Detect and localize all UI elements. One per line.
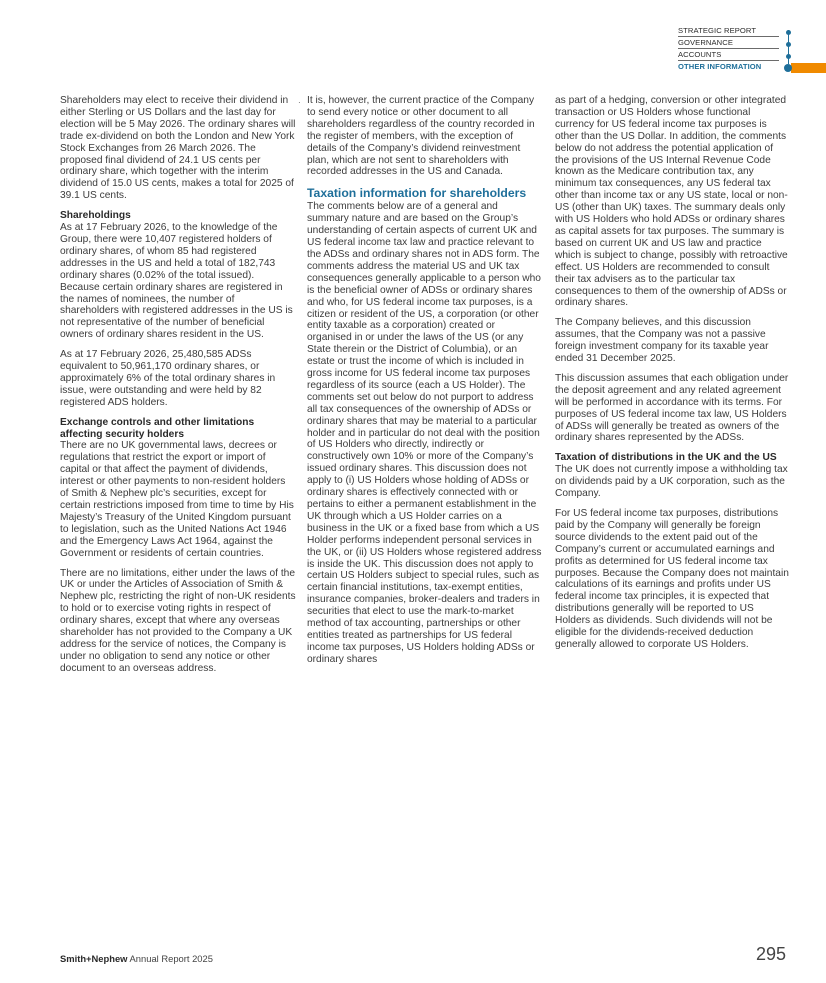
text-column-3 xyxy=(555,95,790,659)
report-title: Annual Report 2025 xyxy=(127,953,213,964)
paragraph-notice-practice: It is, however, the current practice of the Company to send every notice or other document to all shareholders regardless of the country recorded in the register of members, with the exception of details of the Company’s dividend reinvestment plan, which are not sent to shareholders with recorded addresses in the US and Canada. xyxy=(307,95,535,178)
paragraph-uk-withholding: The UK does not currently impose a withholding tax on dividends paid by a UK corporation, such as the Company. xyxy=(555,464,788,500)
active-section-dot-icon xyxy=(784,64,792,72)
nav-dot-icon xyxy=(786,42,791,47)
paragraph-voting-limitations: There are no limitations, either under the laws of the UK or under the Articles of Association of Smith & Nephew plc, restricting the right of non-UK residents to hold or to exercise voting rights in respect of ordinary shares, except that where any overseas shareholder has not provided to the Company a UK address for the service of notices, the Company is under no obligation to send any notice or other document to an overseas address. xyxy=(60,567,296,674)
heading-shareholdings: Shareholdings xyxy=(60,210,131,222)
paragraph-tax-comments: The comments below are of a general and summary nature and are based on the Group’s understanding of certain aspects of current UK and US federal income tax law and practice relevant to the ADSs and ordinary shares not in ADS form. The comments address the material US and UK tax consequences generally applicable to a person who is the beneficial owner of ADSs or ordinary shares and who, for US federal income tax purposes, is a citizen or resident of the US, a corporation (or other entity taxable as a corporation) created or organised in or under the laws of the US (or any State therein or the District of Columbia), or an estate or trust the income of which is included in gross income for US federal income tax purposes regardless of its source (each a US Holder). The comments set out below do not purport to address all tax consequences of the ownership of ADSs or ordinary shares that may be material to a particular holder and in particular do not deal with the position of US Holders who directly, indirectly or constructively own 10% or more of the Company’s issued ordinary shares. This discussion does not apply to (i) US Holders whose holding of ADSs or ordinary shares is effectively connected with or pertains to either a permanent establishment in the UK through which a US Holder carries on a business in the UK or a fixed base from which a US Holder performs independent personal services in the UK, or (ii) US Holders whose registered address is inside the UK. This discussion does not apply to certain US Holders subject to special rules, such as certain financial institutions, tax-exempt entities, insurance companies, broker-dealers and traders in securities that elect to use the mark-to-market method of tax accounting, partnerships or other entities treated as partnerships for US federal income tax purposes, US Holders holding ADSs or ordinary shares xyxy=(307,201,542,665)
nav-dot-icon xyxy=(786,54,791,59)
nav-strategic-report[interactable]: STRATEGIC REPORT xyxy=(678,26,779,37)
page-number: 295 xyxy=(755,944,786,964)
nav-other-information[interactable]: OTHER INFORMATION xyxy=(678,62,762,71)
paragraph-dividend-election: Shareholders may elect to receive their dividend in either Sterling or US Dollars and the last day for election will be 5 May 2026. The ordinary shares will trade ex-dividend on both the London and New York Stock Exchanges from 26 March 2026. The proposed final dividend of 24.1 US cents per ordinary share, which together with the interim dividend of 15.0 US cents, makes a total for 2025 of 39.1 US cents. xyxy=(60,95,296,202)
margin-mark: · xyxy=(298,98,301,107)
text-column-2 xyxy=(298,95,542,674)
heading-taxation-information: Taxation information for shareholders xyxy=(307,186,527,201)
heading-exchange-controls: Exchange controls and other limitations affecting security holders xyxy=(60,416,255,440)
nav-accounts[interactable]: ACCOUNTS xyxy=(678,50,779,61)
nav-dot-icon xyxy=(786,30,791,35)
paragraph-ads-holders: As at 17 February 2026, 25,480,585 ADSs equivalent to 50,961,170 ordinary shares, or approximately 6% of the total ordinary shares in issue, were outstanding and were held by 82 registered ADS holders. xyxy=(60,349,276,408)
footer xyxy=(60,953,213,964)
brand-name: Smith+Nephew xyxy=(60,953,128,964)
paragraph-pfic: The Company believes, and this discussion assumes, that the Company was not a passive foreign investment company for its taxable year ended 31 December 2025. xyxy=(555,317,769,365)
section-navigation xyxy=(678,26,826,78)
text-column-1 xyxy=(60,95,296,683)
paragraph-tax-scope: as part of a hedging, conversion or other integrated transaction or US Holders whose functional currency for US federal income tax purposes is other than the US Dollar. In addition, the comments below do not address the potential application of the provisions of the US Internal Revenue Code known as the Medicare contribution tax, any minimum tax consequences, any US federal tax other than income tax or any US state, local or non-US (other than UK) taxes. The summary deals only with US Holders who hold ADSs or ordinary shares as capital assets for tax purposes. The summary is based on current UK and US law and practice which is subject to change, possibly with retroactive effect. US Holders are recommended to consult their tax advisers as to the particular tax consequences to them of the ownership of ADSs or ordinary shares. xyxy=(555,95,788,309)
paragraph-registered-holders: As at 17 February 2026, to the knowledge of the Group, there were 10,407 registered holders of ordinary shares, of whom 85 had registered addresses in the US and held a total of 182,743 ordinary shares (0.02% of the total issued). Because certain ordinary shares are registered in the names of nominees, the number of shareholders with registered addresses in the US is not representative of the number of beneficial owners of ordinary shares resident in the US. xyxy=(60,222,293,341)
paragraph-deposit-agreement: This discussion assumes that each obligation under the deposit agreement and any related agreement will be performed in accordance with its terms. For purposes of US federal income tax law, US Holders of ADSs will generally be treated as owners of the ordinary shares represented by the ADSs. xyxy=(555,372,789,444)
paragraph-us-distributions: For US federal income tax purposes, distributions paid by the Company will generally be foreign source dividends to the extent paid out of the Company’s current or accumulated earnings and profits as determined for US federal income tax purposes. Because the Company does not maintain calculations of its earnings and profits under US federal income tax principles, it is expected that distributions generally will be reported to US Holders as dividends. Such dividends will not be eligible for the dividends-received deduction generally allowed to corporate US Holders. xyxy=(555,508,789,650)
heading-taxation-distributions: Taxation of distributions in the UK and the US xyxy=(555,452,777,464)
active-section-marker xyxy=(791,63,826,73)
nav-governance[interactable]: GOVERNANCE xyxy=(678,38,779,49)
paragraph-exchange-controls: There are no UK governmental laws, decrees or regulations that restrict the export or import of capital or that affect the payment of dividends, interest or other payments to non-resident holders of Smith & Nephew plc’s securities, except for certain restrictions imposed from time to time by His Majesty’s Treasury of the United Kingdom pursuant to legislation, such as the United Nations Act 1946 and the Emergency Laws Act 1964, against the Government or residents of certain countries. xyxy=(60,440,294,559)
